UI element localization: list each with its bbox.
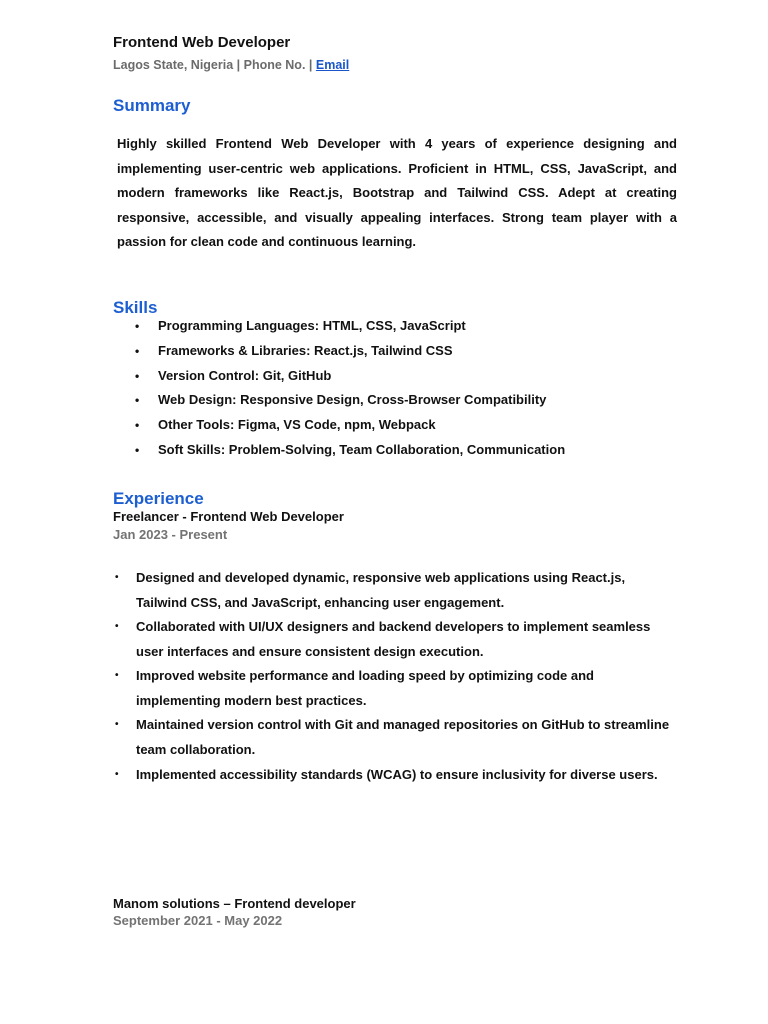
skill-text: Other Tools: Figma, VS Code, npm, Webpack [158, 417, 436, 433]
bullet-text: Collaborated with UI/UX designers and backend developers to implement seamless user interfaces and ensure consistent design execution. [136, 619, 651, 659]
bullet-text: Designed and developed dynamic, responsive web applications using React.js, Tailwind CSS, and JavaScript, enhancing user engagement. [136, 570, 626, 610]
bullet-icon: • [115, 719, 119, 730]
list-item [113, 316, 713, 341]
bullet-text: Maintained version control with Git and managed repositories on GitHub to streamline team collaboration. [136, 717, 670, 757]
location-phone-text: Lagos State, Nigeria | Phone No. | [113, 58, 316, 72]
list-item [113, 713, 673, 762]
job-role: Freelancer - Frontend Web Developer [113, 509, 344, 524]
skill-text: Frameworks & Libraries: React.js, Tailwind CSS [158, 342, 453, 358]
list-item [113, 664, 673, 713]
summary-heading: Summary [113, 96, 191, 115]
bullet-icon: • [115, 670, 119, 681]
job-dates: Jan 2023 - Present [113, 527, 228, 542]
bullet-icon: • [135, 343, 140, 358]
bullet-icon: • [135, 319, 140, 333]
bullet-text: Improved website performance and loading speed by optimizing code and implementing modern best practices. [136, 668, 594, 708]
list-item [113, 615, 673, 664]
contact-line [113, 58, 349, 72]
bullet-icon: • [115, 572, 119, 583]
list-item [113, 440, 713, 465]
summary-text: Highly skilled Frontend Web Developer with 4 years of experience designing and implementing user-centric web applications. Proficient in HTML, CSS, JavaScript, and modern frameworks like React.js, Bootstrap and Tailwind CSS. Adept at creating responsive, accessible, and visually appealing interfaces. Strong team player with a passion for clean code and continuous learning. [117, 136, 677, 249]
list-item [113, 566, 673, 615]
list-item [113, 762, 673, 789]
bullet-icon: • [135, 393, 140, 408]
bullet-icon: • [135, 442, 140, 457]
email-link[interactable]: Email [315, 58, 350, 72]
bullet-icon: • [115, 621, 119, 632]
job-dates: September 2021 - May 2022 [113, 913, 283, 928]
list-item [113, 415, 713, 440]
skill-text: Version Control: Git, GitHub [158, 367, 332, 383]
experience-heading: Experience [113, 489, 204, 508]
bullet-icon: • [135, 418, 140, 433]
bullet-icon: • [135, 368, 140, 383]
skill-text: Soft Skills: Problem-Solving, Team Collaboration, Communication [158, 441, 566, 457]
skill-text: Programming Languages: HTML, CSS, JavaScript [158, 318, 466, 333]
job-role: Manom solutions – Frontend developer [113, 896, 356, 911]
skill-text: Web Design: Responsive Design, Cross-Browser Compatibility [158, 392, 547, 408]
bullet-icon: • [115, 769, 119, 780]
bullet-text: Implemented accessibility standards (WCAG) to ensure inclusivity for diverse users. [136, 767, 658, 782]
skills-list [113, 316, 713, 465]
candidate-title: Frontend Web Developer [113, 34, 291, 51]
list-item [113, 341, 713, 366]
list-item [113, 366, 713, 391]
skills-heading: Skills [113, 298, 158, 317]
list-item [113, 390, 713, 415]
job-bullets [113, 566, 673, 789]
